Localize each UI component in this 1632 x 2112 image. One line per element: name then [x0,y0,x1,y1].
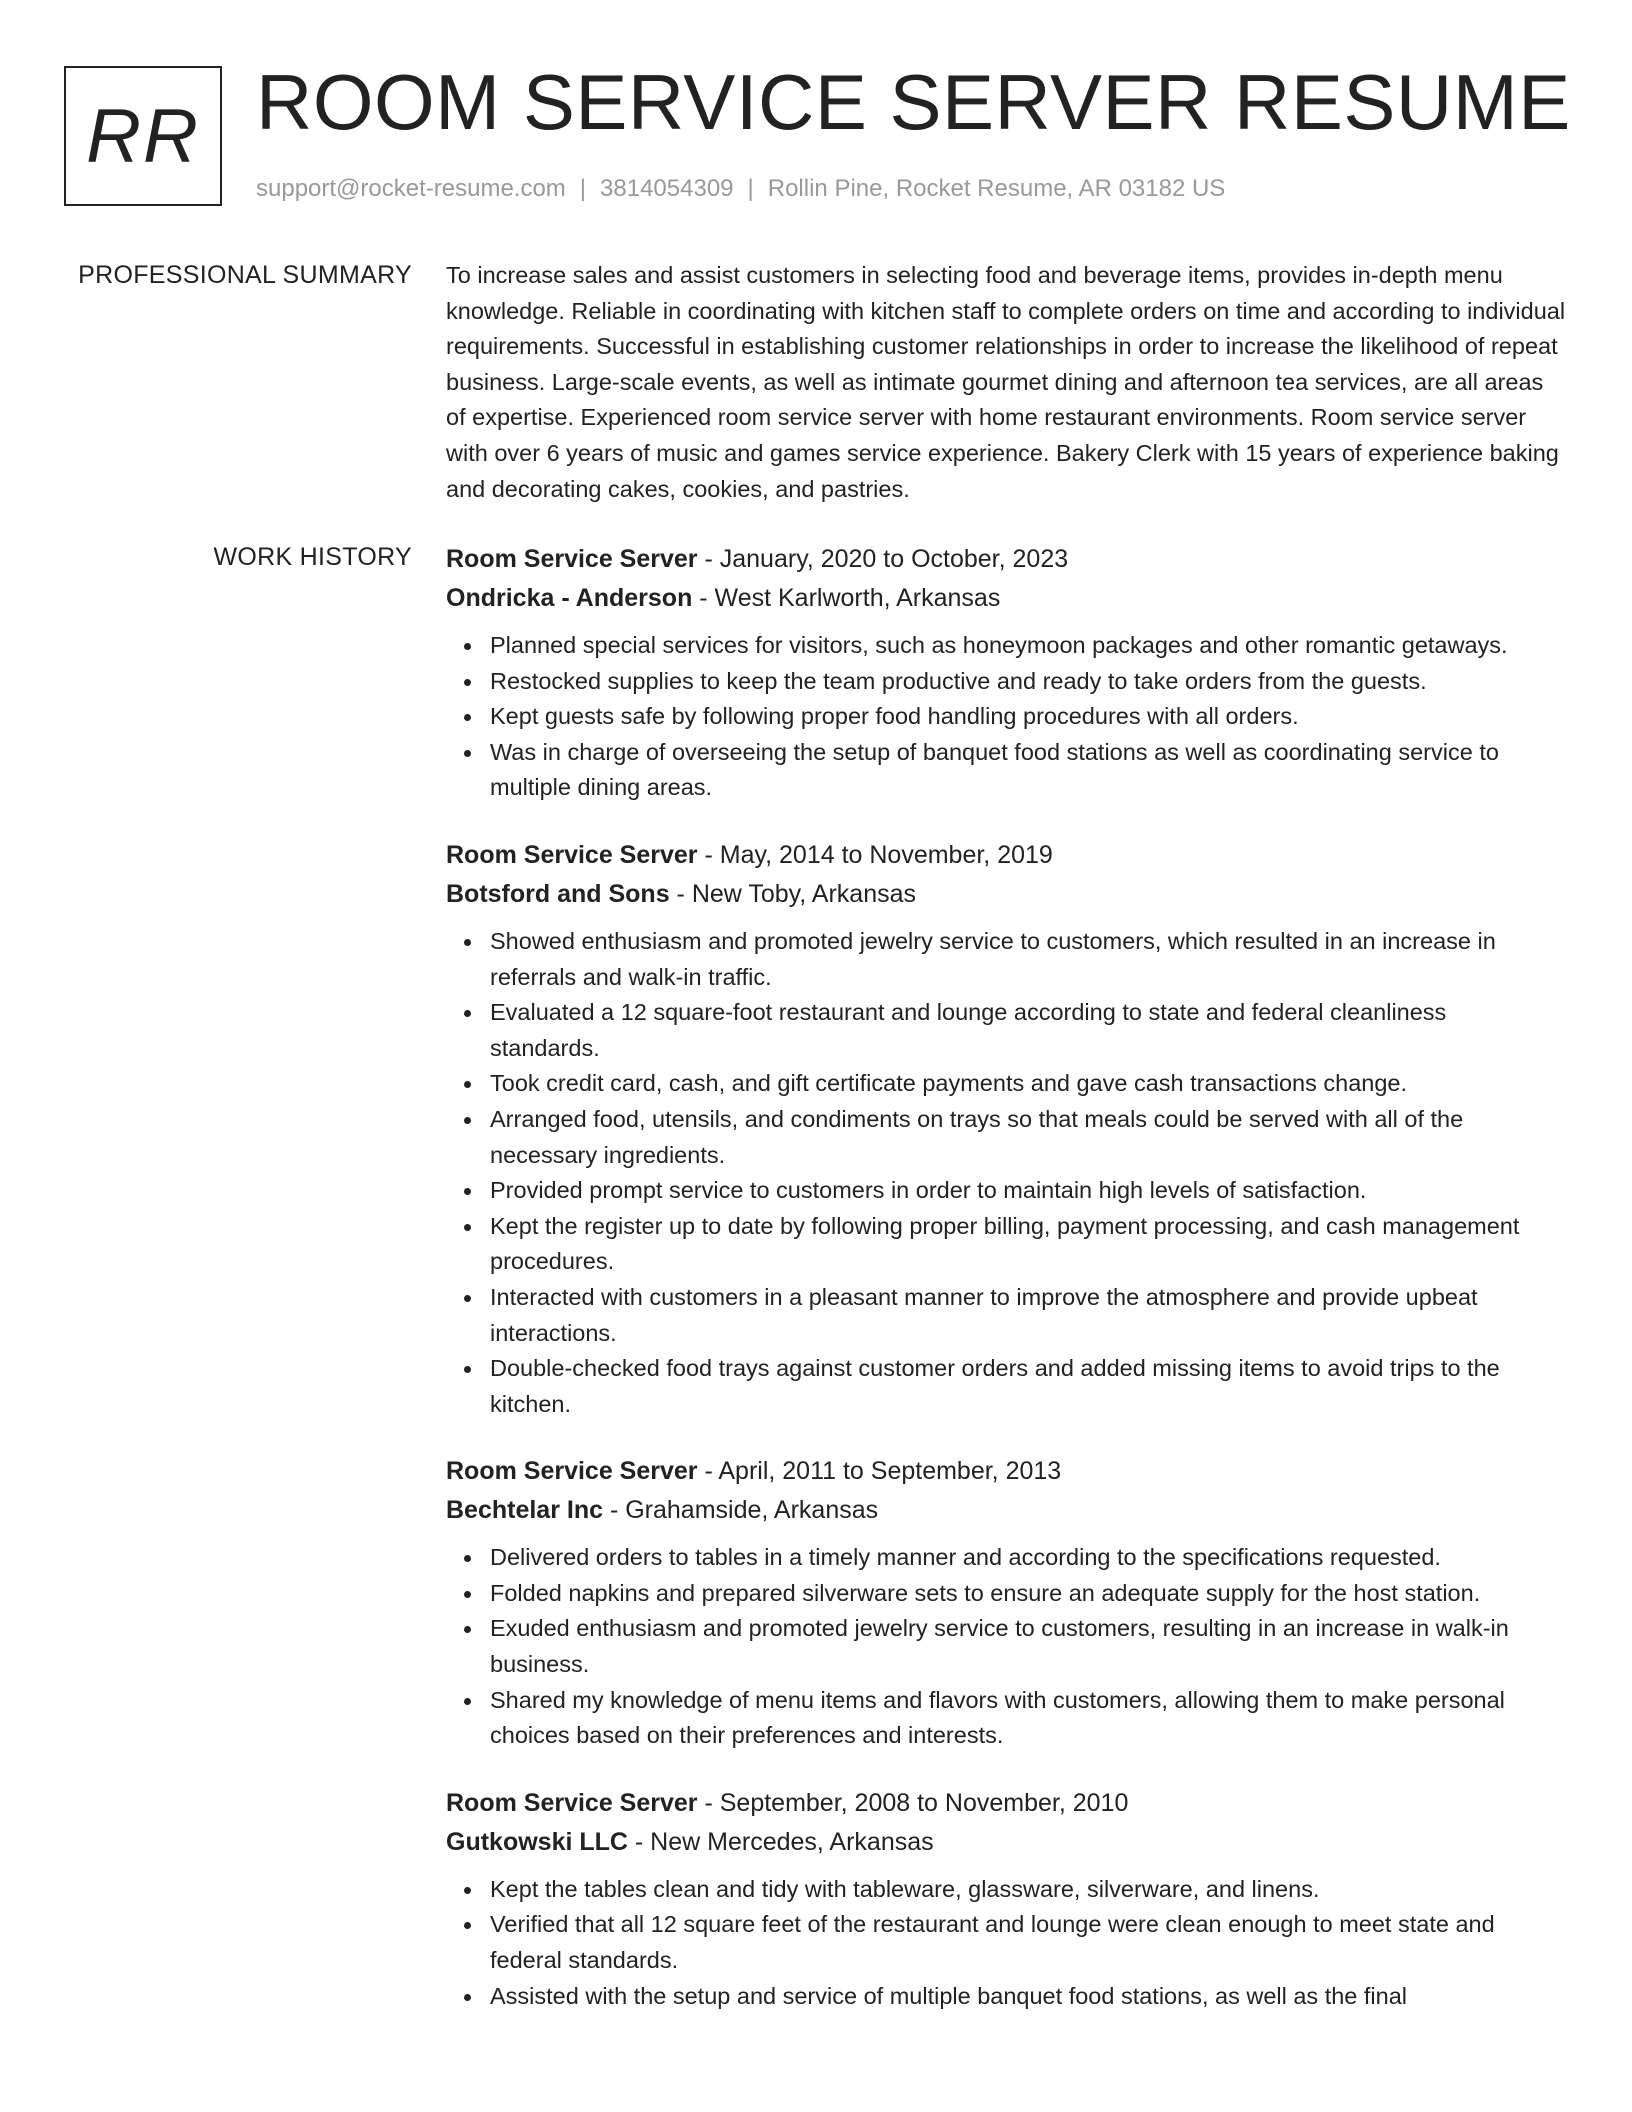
job-entry [446,1784,1566,2014]
job-dates: - September, 2008 to November, 2010 [697,1788,1129,1817]
contact-address: Rollin Pine, Rocket Resume, AR 03182 US [767,175,1226,202]
job-bullet-list [446,924,1566,1422]
job-bullet: Kept the tables clean and tidy with tableware, glassware, silverware, and linens. [490,1872,1566,1908]
job-title-line [446,1784,1566,1823]
job-bullet-list [446,628,1566,806]
job-bullet: Kept guests safe by following proper food handling procedures with all orders. [490,699,1566,735]
job-company: Botsford and Sons [446,879,670,908]
job-bullet: Was in charge of overseeing the setup of banquet food stations as well as coordinating service to multiple dining areas. [490,735,1566,806]
job-dates: - April, 2011 to September, 2013 [697,1457,1062,1486]
contact-phone[interactable]: 3814054309 [600,175,734,202]
job-bullet: Planned special services for visitors, such as honeymoon packages and other romantic getaways. [490,628,1566,664]
contact-separator: | [747,175,754,202]
job-role: Room Service Server [446,1457,698,1486]
job-company-line [446,875,1566,914]
job-bullet: Arranged food, utensils, and condiments on trays so that meals could be served with all of the necessary ingredients. [490,1102,1566,1173]
summary-body [446,258,1566,507]
job-bullet: Shared my knowledge of menu items and flavors with customers, allowing them to make personal choices based on their preferences and interests. [490,1683,1566,1754]
job-bullet: Evaluated a 12 square-foot restaurant and lounge according to state and federal cleanliness standards. [490,995,1566,1066]
job-bullet: Showed enthusiasm and promoted jewelry service to customers, which resulted in an increase in referrals and walk-in traffic. [490,924,1566,995]
contact-separator: | [579,175,587,202]
job-title-line [446,540,1566,579]
job-bullet-list [446,1540,1566,1754]
job-dates: - May, 2014 to November, 2019 [697,840,1053,869]
job-bullet: Verified that all 12 square feet of the restaurant and lounge were clean enough to meet state and federal standards. [490,1907,1566,1978]
job-location: - Grahamside, Arkansas [603,1496,879,1525]
job-role: Room Service Server [446,1788,698,1817]
job-entry [446,1452,1566,1754]
job-location: - New Toby, Arkansas [669,879,917,908]
contact-line [256,174,1225,204]
job-title-line [446,1452,1566,1491]
job-bullet-list [446,1872,1566,2014]
job-location: - West Karlworth, Arkansas [692,584,1001,612]
section-title-work-history: WORK HISTORY [213,543,412,571]
job-company: Ondricka - Anderson [446,584,693,612]
job-bullet: Took credit card, cash, and gift certificate payments and gave cash transactions change. [490,1066,1566,1102]
job-entry [446,540,1566,806]
job-entry [446,836,1566,1422]
monogram-logo: RR [64,66,222,206]
summary-text: To increase sales and assist customers in selecting food and beverage items, provides in-depth menu knowledge. Reliable in coordinating with kitchen staff to complete orders on time and according to individual requirements. Successful in establishing customer relationships in order to increase the likelihood of repeat business. Large-scale events, as well as intimate gourmet dining and afternoon tea services, are all areas of expertise. Experienced room service server with home restaurant environments. Room service server with over 6 years of music and games service experience. Bakery Clerk with 15 years of experience baking and decorating cakes, cookies, and pastries. [446,262,1566,502]
section-title-professional-summary: PROFESSIONAL SUMMARY [78,261,412,289]
job-dates: - January, 2020 to October, 2023 [697,545,1069,573]
job-company: Bechtelar Inc [446,1496,604,1525]
job-bullet: Delivered orders to tables in a timely manner and according to the specifications requested. [490,1540,1566,1576]
contact-email[interactable]: support@rocket-resume.com [256,175,566,202]
job-bullet: Double-checked food trays against customer orders and added missing items to avoid trips to the kitchen. [490,1351,1566,1422]
job-role: Room Service Server [446,840,698,869]
resume-title: ROOM SERVICE SERVER RESUME [256,58,1571,146]
work-history-body [446,540,1566,2044]
job-bullet: Folded napkins and prepared silverware sets to ensure an adequate supply for the host station. [490,1576,1566,1612]
job-bullet: Kept the register up to date by following proper billing, payment processing, and cash management procedures. [490,1209,1566,1280]
job-company-line [446,1491,1566,1530]
job-role: Room Service Server [446,545,698,573]
job-bullet: Exuded enthusiasm and promoted jewelry service to customers, resulting in an increase in walk-in business. [490,1611,1566,1682]
job-bullet: Restocked supplies to keep the team productive and ready to take orders from the guests. [490,664,1566,700]
job-bullet: Assisted with the setup and service of multiple banquet food stations, as well as the final [490,1979,1566,2015]
job-title-line [446,836,1566,875]
job-location: - New Mercedes, Arkansas [627,1827,934,1856]
job-bullet: Interacted with customers in a pleasant manner to improve the atmosphere and provide upbeat interactions. [490,1280,1566,1351]
job-bullet: Provided prompt service to customers in order to maintain high levels of satisfaction. [490,1173,1566,1209]
job-company-line [446,579,1566,618]
job-company-line [446,1823,1566,1862]
job-company: Gutkowski LLC [446,1827,628,1856]
